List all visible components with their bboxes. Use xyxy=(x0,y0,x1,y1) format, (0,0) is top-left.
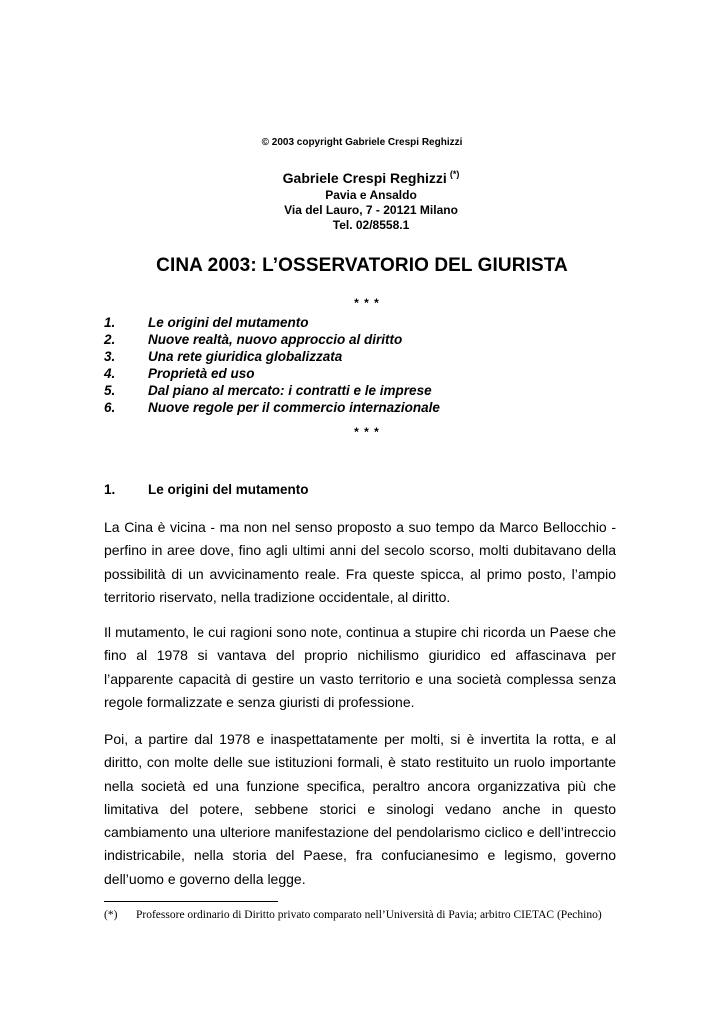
toc-item-number: 1. xyxy=(104,315,116,330)
toc-item-number: 5. xyxy=(104,383,116,398)
footnote-text: Professore ordinario di Diritto privato comparato nell’Università di Pavia; arbitro CIETAC (Pechino) xyxy=(136,909,602,921)
toc-item xyxy=(104,314,624,331)
toc-item-label: Nuove realtà, nuovo approccio al diritto xyxy=(148,332,403,347)
separator-top: * * * xyxy=(354,296,380,310)
toc-item xyxy=(104,399,624,416)
toc-item xyxy=(104,382,624,399)
toc-item xyxy=(104,331,624,348)
author-name-line xyxy=(9,164,724,188)
author-address: Via del Lauro, 7 - 20121 Milano xyxy=(284,203,458,217)
footnote-mark: (*) xyxy=(104,909,118,921)
toc-item-label: Nuove regole per il commercio internazionale xyxy=(148,400,440,415)
toc-item xyxy=(104,365,624,382)
section-title: Le origini del mutamento xyxy=(148,482,309,497)
toc-item-number: 4. xyxy=(104,366,116,381)
body-paragraph: La Cina è vicina - ma non nel senso proposto a suo tempo da Marco Bellocchio - perfino in aree dove, fino agli ultimi anni del secolo scorso, molti dubitavano della possibilità di un avvicinamento reale. Fra queste spicca, al primo posto, l’ampio territorio riservato, nella tradizione occidentale, al diritto. xyxy=(104,519,616,605)
body-paragraph: Il mutamento, le cui ragioni sono note, continua a stupire chi ricorda un Paese che fino al 1978 si vantava del proprio nichilismo giuridico ed affascinava per l’apparente capacità di gestire un vasto territorio e una società complessa senza regole formalizzate e senza giuristi di professione. xyxy=(104,624,616,710)
author-block xyxy=(0,164,724,233)
copyright-notice: © 2003 copyright Gabriele Crespi Reghizzi xyxy=(261,137,463,148)
document-title: CINA 2003: L’OSSERVATORIO DEL GIURISTA xyxy=(156,255,568,276)
separator-bottom: * * * xyxy=(354,425,380,439)
toc-item-number: 3. xyxy=(104,349,116,364)
toc-item-label: Dal piano al mercato: i contratti e le imprese xyxy=(148,383,432,398)
toc-item xyxy=(104,348,624,365)
section-number: 1. xyxy=(104,482,116,497)
author-note-mark: (*) xyxy=(449,169,460,179)
body-paragraph: Poi, a partire dal 1978 e inaspettatamente per molti, si è invertita la rotta, e al diritto, con molte delle sue istituzioni formali, è stato restituito un ruolo importante nella società ed una funzione specifica, peraltro ancora organizzativa più che limitativa del potere, sebbene storici e sinologi vedano anche in questo cambiamento una ulteriore manifestazione del pendolarismo ciclico e dell’intreccio indistricabile, nella storia del Paese, fra confucianesimo e legismo, governo dell’uomo e governo della legge. xyxy=(104,731,616,887)
author-phone: Tel. 02/8558.1 xyxy=(332,218,410,232)
footnote-divider xyxy=(104,901,278,902)
toc-item-number: 2. xyxy=(104,332,116,347)
table-of-contents xyxy=(104,314,624,416)
toc-item-label: Una rete giuridica globalizzata xyxy=(148,349,343,364)
section-heading xyxy=(104,481,624,499)
author-name: Gabriele Crespi Reghizzi xyxy=(282,170,447,186)
toc-item-number: 6. xyxy=(104,400,116,415)
toc-item-label: Le origini del mutamento xyxy=(148,315,309,330)
author-firm: Pavia e Ansaldo xyxy=(325,188,417,202)
toc-item-label: Proprietà ed uso xyxy=(148,366,255,381)
